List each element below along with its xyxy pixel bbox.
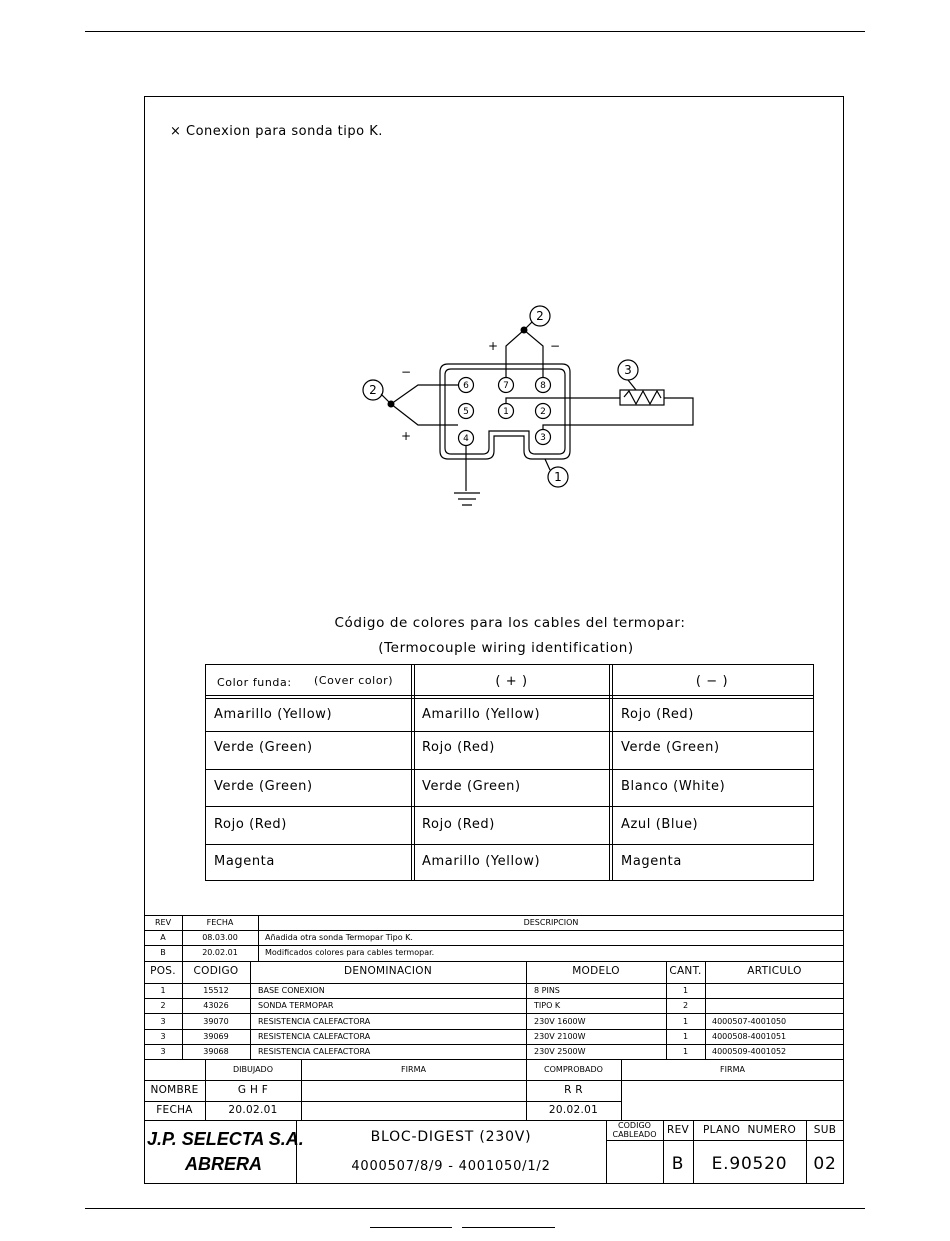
cell-cover: Magenta (214, 854, 275, 869)
rev-value: B (671, 1154, 685, 1174)
polarity-sign: + (400, 429, 412, 443)
callout-label: 2 (536, 309, 544, 323)
part-code: 43026 (203, 1001, 229, 1010)
part-qty: 1 (682, 986, 689, 995)
part-qty: 1 (682, 1017, 689, 1026)
codigo-header: CODIGO (193, 965, 239, 977)
header-cover-color-en: (Cover color) (314, 674, 394, 687)
part-article: 4000508-4001051 (712, 1032, 787, 1041)
polarity-sign: − (400, 365, 412, 379)
dibujado-label: DIBUJADO (232, 1065, 273, 1074)
part-code: 39070 (203, 1017, 229, 1026)
company-city: ABRERA (185, 1154, 263, 1174)
denominacion-header: DENOMINACION (344, 965, 432, 977)
callout-label: 1 (554, 470, 562, 484)
fecha-label: FECHA (156, 1104, 193, 1116)
callout-label: 3 (624, 363, 632, 377)
part-name: SONDA TERMOPAR (258, 1001, 334, 1010)
plan-number: E.90520 (711, 1154, 788, 1174)
cell-minus: Magenta (621, 854, 682, 869)
sub-label: SUB (813, 1124, 837, 1136)
rev-cell: B (160, 948, 166, 957)
product-title: BLOC-DIGEST (230V) (370, 1129, 532, 1145)
part-qty: 2 (682, 1001, 689, 1010)
pin-label: 7 (503, 381, 509, 391)
sub-value: 02 (813, 1154, 837, 1174)
modelo-header: MODELO (572, 965, 620, 977)
part-code: 15512 (203, 986, 229, 995)
part-model: TIPO K (534, 1001, 561, 1010)
rev-header: REV (154, 918, 172, 927)
connection-note: × Conexion para sonda tipo K. (170, 124, 383, 139)
cell-minus: Rojo (Red) (621, 707, 694, 722)
plano-label: PLANO NUMERO (702, 1124, 797, 1136)
cant-header: CANT. (669, 965, 702, 977)
cell-plus: Rojo (Red) (422, 740, 495, 755)
part-code: 39069 (203, 1032, 229, 1041)
cell-plus: Amarillo (Yellow) (422, 854, 541, 869)
cell-cover: Verde (Green) (214, 779, 313, 794)
part-model: 8 PINS (534, 986, 560, 995)
polarity-sign: − (549, 339, 561, 353)
rev-cell: A (160, 933, 166, 942)
company-name: J.P. SELECTA S.A. (147, 1129, 304, 1149)
rev-description: Añadida otra sonda Termopar Tipo K. (265, 933, 413, 942)
cell-minus: Blanco (White) (621, 779, 726, 794)
part-article: 4000509-4001052 (712, 1047, 787, 1056)
callout-label: 2 (369, 383, 377, 397)
checked-date: 20.02.01 (548, 1104, 599, 1116)
part-pos: 3 (160, 1032, 166, 1041)
cell-plus: Rojo (Red) (422, 817, 495, 832)
cell-minus: Verde (Green) (621, 740, 720, 755)
part-name: RESISTENCIA CALEFACTORA (258, 1047, 371, 1056)
pin-label: 2 (540, 407, 546, 417)
rev-description: Modificados colores para cables termopar. (265, 948, 435, 957)
drawn-date: 20.02.01 (228, 1104, 278, 1116)
cell-plus: Verde (Green) (422, 779, 521, 794)
rev-date: 08.03.00 (202, 933, 238, 942)
header-minus: ( − ) (695, 674, 729, 689)
cell-cover: Amarillo (Yellow) (214, 707, 333, 722)
pos-header: POS. (150, 965, 176, 977)
codigo-label: CODIGO (618, 1121, 651, 1130)
cableado-label: CABLEADO (612, 1130, 657, 1139)
part-name: RESISTENCIA CALEFACTORA (258, 1017, 371, 1026)
polarity-sign: + (487, 339, 499, 353)
part-pos: 1 (160, 986, 166, 995)
pin-label: 5 (463, 407, 469, 417)
checked-by-name: R R (564, 1084, 583, 1096)
part-qty: 1 (682, 1032, 689, 1041)
part-name: RESISTENCIA CALEFACTORA (258, 1032, 371, 1041)
part-pos: 3 (160, 1017, 166, 1026)
cell-cover: Rojo (Red) (214, 817, 287, 832)
cell-minus: Azul (Blue) (621, 817, 699, 832)
drawn-by-name: G H F (237, 1084, 269, 1096)
part-model: 230V 1600W (534, 1017, 586, 1026)
descripcion-header: DESCRIPCION (523, 918, 579, 927)
part-article: 4000507-4001050 (712, 1017, 787, 1026)
pin-label: 1 (503, 407, 509, 417)
part-name: BASE CONEXION (258, 986, 325, 995)
cell-cover: Verde (Green) (214, 740, 313, 755)
articulo-header: ARTICULO (747, 965, 802, 977)
part-qty: 1 (682, 1047, 689, 1056)
comprobado-label: COMPROBADO (544, 1065, 603, 1074)
pin-label: 8 (540, 381, 546, 391)
firma-label: FIRMA (401, 1065, 426, 1074)
header-plus: ( + ) (495, 674, 528, 689)
pin-label: 4 (463, 434, 469, 444)
part-pos: 2 (160, 1001, 166, 1010)
color-code-subtitle: (Termocouple wiring identification) (378, 640, 634, 656)
part-model: 230V 2500W (534, 1047, 586, 1056)
cell-plus: Amarillo (Yellow) (422, 707, 541, 722)
nombre-label: NOMBRE (150, 1084, 199, 1096)
pin-label: 3 (540, 433, 546, 443)
part-code: 39068 (203, 1047, 229, 1056)
header-cover-color: Color funda: (217, 676, 292, 689)
color-code-title: Código de colores para los cables del termopar: (334, 615, 686, 631)
rev-date: 20.02.01 (202, 948, 238, 957)
pin-label: 6 (463, 381, 469, 391)
firma-label: FIRMA (720, 1065, 745, 1074)
rev-label: REV (666, 1124, 689, 1136)
part-model: 230V 2100W (534, 1032, 586, 1041)
part-pos: 3 (160, 1047, 166, 1056)
article-numbers: 4000507/8/9 - 4001050/1/2 (351, 1159, 551, 1174)
fecha-header: FECHA (206, 918, 234, 927)
